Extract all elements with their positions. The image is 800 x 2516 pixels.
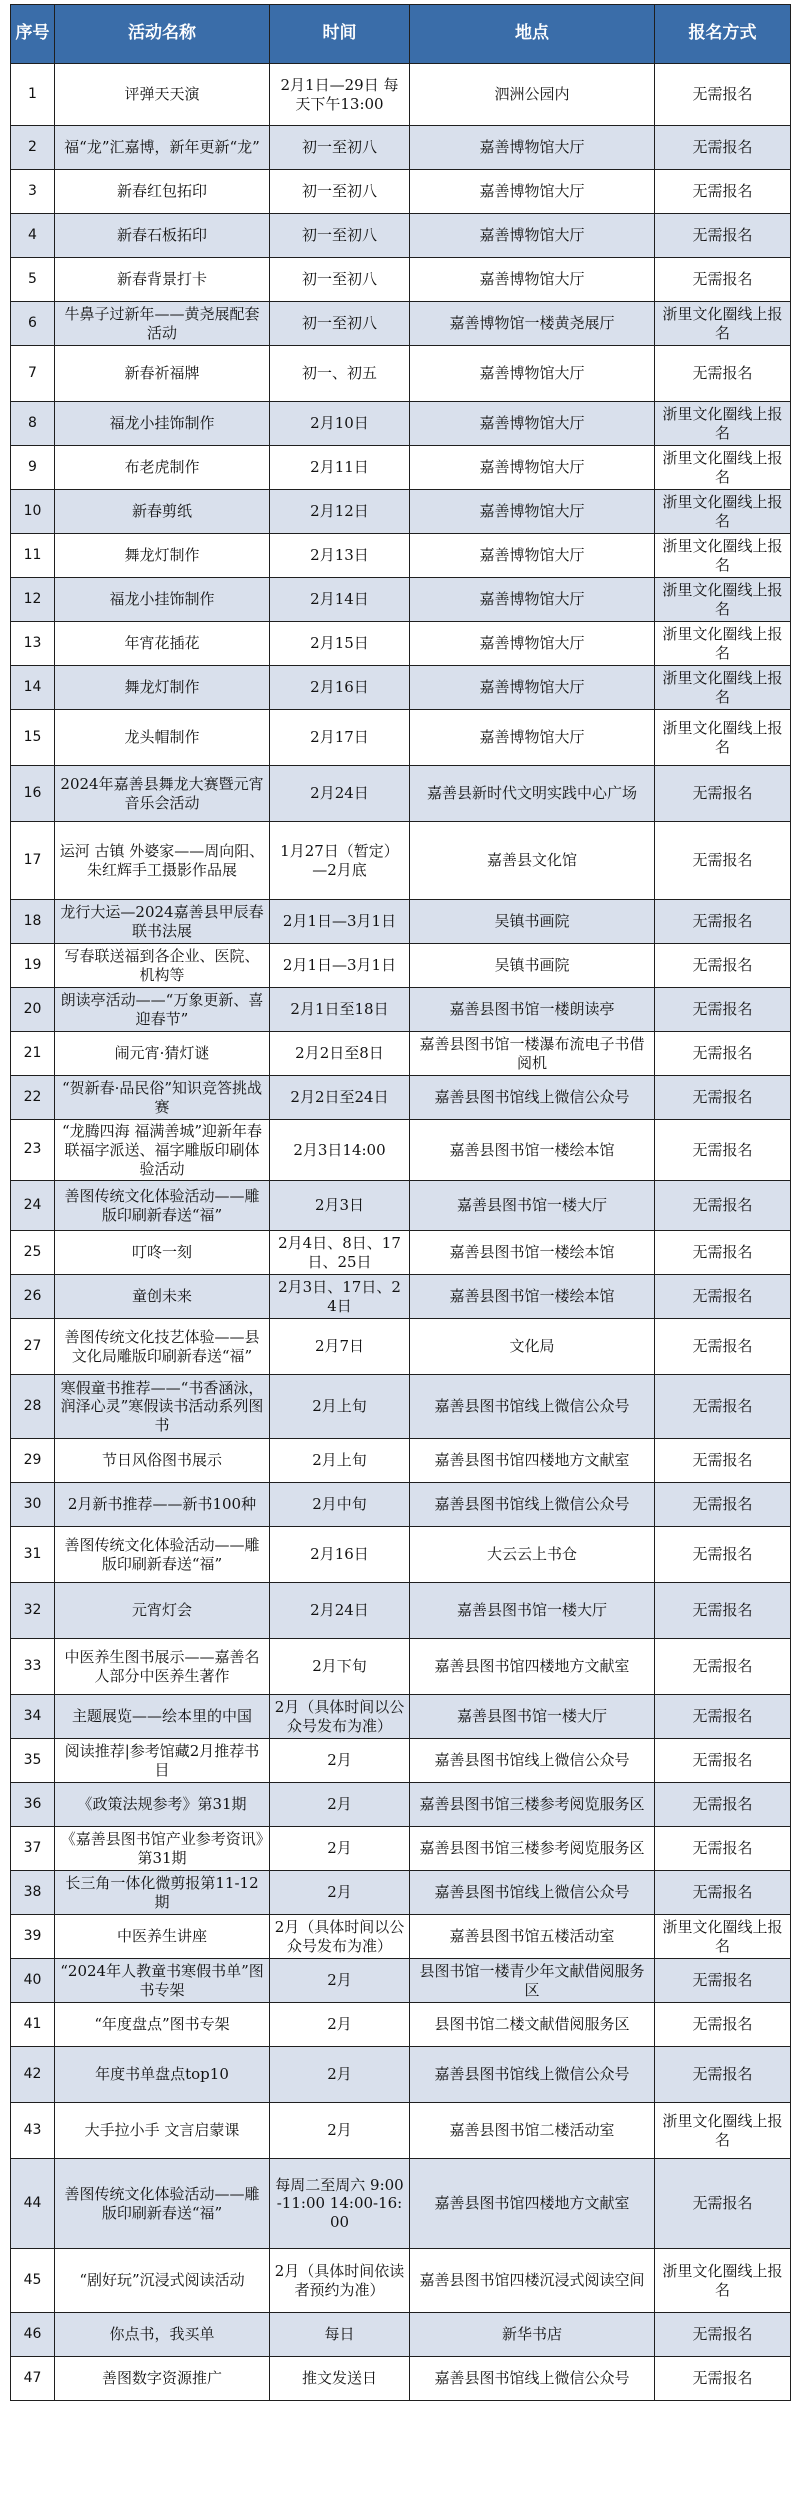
signup-method: 无需报名 [655, 346, 791, 402]
activity-name: 你点书，我买单 [55, 2313, 270, 2357]
signup-method: 无需报名 [655, 1120, 791, 1181]
activity-place: 嘉善县图书馆线上微信公众号 [410, 1375, 655, 1439]
row-number: 24 [11, 1181, 55, 1231]
signup-method: 浙里文化圈线上报名 [655, 2103, 791, 2159]
activity-time: 2月上旬 [270, 1439, 410, 1483]
activity-place: 嘉善博物馆大厅 [410, 346, 655, 402]
activity-name: 善图数字资源推广 [55, 2357, 270, 2401]
activity-time: 2月16日 [270, 1527, 410, 1583]
activity-place: 嘉善县图书馆一楼瀑布流电子书借阅机 [410, 1032, 655, 1076]
table-row [11, 258, 791, 302]
activity-place: 嘉善县图书馆线上微信公众号 [410, 1076, 655, 1120]
row-number: 40 [11, 1959, 55, 2003]
row-number: 41 [11, 2003, 55, 2047]
activity-place: 嘉善县图书馆四楼地方文献室 [410, 2159, 655, 2249]
activity-place: 嘉善县新时代文明实践中心广场 [410, 766, 655, 822]
signup-method: 无需报名 [655, 944, 791, 988]
activity-time: 初一至初八 [270, 126, 410, 170]
header-time: 时间 [270, 5, 410, 64]
activity-place: 嘉善县图书馆四楼地方文献室 [410, 1639, 655, 1695]
activity-place: 嘉善博物馆大厅 [410, 258, 655, 302]
table-row [11, 622, 791, 666]
signup-method: 无需报名 [655, 1783, 791, 1827]
signup-method: 无需报名 [655, 1639, 791, 1695]
activity-name: 善图传统文化技艺体验——县文化局雕版印刷新春送“福” [55, 1319, 270, 1375]
activity-place: 新华书店 [410, 2313, 655, 2357]
activity-name: 《嘉善县图书馆产业参考资讯》第31期 [55, 1827, 270, 1871]
activity-place: 嘉善县文化馆 [410, 822, 655, 900]
signup-method: 无需报名 [655, 1181, 791, 1231]
signup-method: 无需报名 [655, 1583, 791, 1639]
row-number: 5 [11, 258, 55, 302]
signup-method: 无需报名 [655, 1032, 791, 1076]
activity-name: 新春剪纸 [55, 490, 270, 534]
row-number: 7 [11, 346, 55, 402]
signup-method: 无需报名 [655, 822, 791, 900]
activity-place: 嘉善博物馆大厅 [410, 126, 655, 170]
signup-method: 浙里文化圈线上报名 [655, 534, 791, 578]
row-number: 33 [11, 1639, 55, 1695]
activity-place: 嘉善县图书馆一楼绘本馆 [410, 1231, 655, 1275]
activity-place: 嘉善县图书馆四楼地方文献室 [410, 1439, 655, 1483]
activity-name: “剧好玩”沉浸式阅读活动 [55, 2249, 270, 2313]
table-row [11, 988, 791, 1032]
activity-time: 2月上旬 [270, 1375, 410, 1439]
row-number: 26 [11, 1275, 55, 1319]
table-row [11, 2313, 791, 2357]
table-row [11, 710, 791, 766]
signup-method: 无需报名 [655, 1439, 791, 1483]
activity-time: 2月 [270, 1739, 410, 1783]
table-row [11, 2249, 791, 2313]
table-row [11, 1827, 791, 1871]
table-row [11, 490, 791, 534]
row-number: 45 [11, 2249, 55, 2313]
activity-name: 龙行大运—2024嘉善县甲辰春联书法展 [55, 900, 270, 944]
activity-time: 2月 [270, 1827, 410, 1871]
row-number: 12 [11, 578, 55, 622]
activity-place: 县图书馆一楼青少年文献借阅服务区 [410, 1959, 655, 2003]
table-row [11, 822, 791, 900]
signup-method: 无需报名 [655, 2047, 791, 2103]
row-number: 42 [11, 2047, 55, 2103]
activity-time: 初一、初五 [270, 346, 410, 402]
signup-method: 无需报名 [655, 126, 791, 170]
signup-method: 无需报名 [655, 2003, 791, 2047]
activity-place: 嘉善县图书馆一楼大厅 [410, 1181, 655, 1231]
activity-time: 1月27日（暂定）—2月底 [270, 822, 410, 900]
signup-method: 浙里文化圈线上报名 [655, 666, 791, 710]
activity-name: 写春联送福到各企业、医院、机构等 [55, 944, 270, 988]
activity-name: 新春背景打卡 [55, 258, 270, 302]
row-number: 11 [11, 534, 55, 578]
activity-name: 叮咚一刻 [55, 1231, 270, 1275]
row-number: 8 [11, 402, 55, 446]
signup-method: 无需报名 [655, 1959, 791, 2003]
row-number: 19 [11, 944, 55, 988]
table-row [11, 346, 791, 402]
table-row [11, 1076, 791, 1120]
activity-place: 嘉善县图书馆线上微信公众号 [410, 1483, 655, 1527]
table-row [11, 578, 791, 622]
activity-time: 2月（具体时间依读者预约为准） [270, 2249, 410, 2313]
events-table [10, 4, 791, 2401]
row-number: 21 [11, 1032, 55, 1076]
activity-time: 2月 [270, 2003, 410, 2047]
activity-time: 2月13日 [270, 534, 410, 578]
signup-method: 无需报名 [655, 988, 791, 1032]
activity-place: 嘉善县图书馆一楼朗读亭 [410, 988, 655, 1032]
activity-name: 牛鼻子过新年——黄尧展配套活动 [55, 302, 270, 346]
activity-place: 嘉善县图书馆一楼大厅 [410, 1695, 655, 1739]
row-number: 36 [11, 1783, 55, 1827]
activity-name: 评弹天天演 [55, 64, 270, 126]
activity-place: 嘉善博物馆大厅 [410, 534, 655, 578]
header-row [11, 5, 791, 64]
activity-time: 2月2日至8日 [270, 1032, 410, 1076]
activity-time: 2月 [270, 2047, 410, 2103]
signup-method: 无需报名 [655, 64, 791, 126]
signup-method: 无需报名 [655, 2313, 791, 2357]
activity-time: 2月中旬 [270, 1483, 410, 1527]
activity-time: 2月14日 [270, 578, 410, 622]
activity-place: 文化局 [410, 1319, 655, 1375]
activity-name: 朗读亭活动——“万象更新、喜迎春节” [55, 988, 270, 1032]
activity-name: 中医养生图书展示——嘉善名人部分中医养生著作 [55, 1639, 270, 1695]
row-number: 32 [11, 1583, 55, 1639]
activity-name: “贺新春·品民俗”知识竞答挑战赛 [55, 1076, 270, 1120]
activity-name: 龙头帽制作 [55, 710, 270, 766]
activity-name: 《政策法规参考》第31期 [55, 1783, 270, 1827]
table-row [11, 2159, 791, 2249]
activity-name: 年度书单盘点top10 [55, 2047, 270, 2103]
signup-method: 浙里文化圈线上报名 [655, 402, 791, 446]
activity-time: 2月15日 [270, 622, 410, 666]
table-row [11, 1639, 791, 1695]
activity-time: 2月2日至24日 [270, 1076, 410, 1120]
header-place: 地点 [410, 5, 655, 64]
activity-place: 嘉善县图书馆一楼大厅 [410, 1583, 655, 1639]
activity-name: 长三角一体化微剪报第11-12期 [55, 1871, 270, 1915]
activity-name: 童创未来 [55, 1275, 270, 1319]
signup-method: 浙里文化圈线上报名 [655, 302, 791, 346]
activity-time: 2月24日 [270, 1583, 410, 1639]
activity-place: 嘉善县图书馆线上微信公众号 [410, 1871, 655, 1915]
row-number: 9 [11, 446, 55, 490]
row-number: 6 [11, 302, 55, 346]
activity-name: 主题展览——绘本里的中国 [55, 1695, 270, 1739]
row-number: 2 [11, 126, 55, 170]
activity-name: 福“龙”汇嘉博，新年更新“龙” [55, 126, 270, 170]
activity-name: 福龙小挂饰制作 [55, 578, 270, 622]
table-row [11, 1120, 791, 1181]
activity-time: 初一至初八 [270, 302, 410, 346]
activity-time: 2月1日—29日 每天下午13:00 [270, 64, 410, 126]
row-number: 44 [11, 2159, 55, 2249]
activity-name: 新春红包拓印 [55, 170, 270, 214]
header-signup: 报名方式 [655, 5, 791, 64]
row-number: 37 [11, 1827, 55, 1871]
activity-place: 嘉善县图书馆三楼参考阅览服务区 [410, 1827, 655, 1871]
row-number: 17 [11, 822, 55, 900]
activity-name: 新春祈福牌 [55, 346, 270, 402]
activity-name: 善图传统文化体验活动——雕版印刷新春送“福” [55, 1527, 270, 1583]
table-row [11, 944, 791, 988]
activity-place: 嘉善博物馆大厅 [410, 490, 655, 534]
activity-time: 2月 [270, 1871, 410, 1915]
activity-place: 嘉善博物馆大厅 [410, 578, 655, 622]
row-number: 27 [11, 1319, 55, 1375]
row-number: 25 [11, 1231, 55, 1275]
activity-name: 年宵花插花 [55, 622, 270, 666]
activity-time: 2月16日 [270, 666, 410, 710]
table-row [11, 1181, 791, 1231]
table-row [11, 766, 791, 822]
signup-method: 无需报名 [655, 1231, 791, 1275]
row-number: 43 [11, 2103, 55, 2159]
activity-time: 2月24日 [270, 766, 410, 822]
activity-time: 初一至初八 [270, 214, 410, 258]
activity-place: 嘉善县图书馆四楼沉浸式阅读空间 [410, 2249, 655, 2313]
activity-name: 福龙小挂饰制作 [55, 402, 270, 446]
activity-time: 2月11日 [270, 446, 410, 490]
table-row [11, 170, 791, 214]
table-row [11, 1483, 791, 1527]
activity-place: 县图书馆二楼文献借阅服务区 [410, 2003, 655, 2047]
activity-name: 大手拉小手 文言启蒙课 [55, 2103, 270, 2159]
activity-time: 每周二至周六 9:00-11:00 14:00-16:00 [270, 2159, 410, 2249]
signup-method: 无需报名 [655, 1375, 791, 1439]
signup-method: 无需报名 [655, 1076, 791, 1120]
table-row [11, 126, 791, 170]
row-number: 18 [11, 900, 55, 944]
row-number: 31 [11, 1527, 55, 1583]
activity-place: 嘉善博物馆大厅 [410, 402, 655, 446]
activity-place: 吴镇书画院 [410, 900, 655, 944]
activity-time: 2月 [270, 1783, 410, 1827]
activity-name: 中医养生讲座 [55, 1915, 270, 1959]
signup-method: 无需报名 [655, 1871, 791, 1915]
signup-method: 无需报名 [655, 1827, 791, 1871]
row-number: 4 [11, 214, 55, 258]
header-name: 活动名称 [55, 5, 270, 64]
activity-place: 嘉善博物馆大厅 [410, 170, 655, 214]
activity-time: 2月10日 [270, 402, 410, 446]
row-number: 15 [11, 710, 55, 766]
table-row [11, 446, 791, 490]
activity-name: 闹元宵·猜灯谜 [55, 1032, 270, 1076]
activity-place: 嘉善博物馆大厅 [410, 622, 655, 666]
signup-method: 浙里文化圈线上报名 [655, 578, 791, 622]
signup-method: 浙里文化圈线上报名 [655, 622, 791, 666]
signup-method: 浙里文化圈线上报名 [655, 446, 791, 490]
table-row [11, 2047, 791, 2103]
row-number: 3 [11, 170, 55, 214]
activity-time: 2月1日至18日 [270, 988, 410, 1032]
row-number: 47 [11, 2357, 55, 2401]
activity-time: 2月 [270, 1959, 410, 2003]
activity-time: 推文发送日 [270, 2357, 410, 2401]
activity-name: 元宵灯会 [55, 1583, 270, 1639]
activity-name: 善图传统文化体验活动——雕版印刷新春送“福” [55, 1181, 270, 1231]
signup-method: 无需报名 [655, 766, 791, 822]
signup-method: 浙里文化圈线上报名 [655, 710, 791, 766]
activity-place: 大云云上书仓 [410, 1527, 655, 1583]
table-row [11, 1783, 791, 1827]
activity-place: 嘉善博物馆大厅 [410, 710, 655, 766]
table-row [11, 302, 791, 346]
table-row [11, 1527, 791, 1583]
table-row [11, 666, 791, 710]
table-row [11, 1583, 791, 1639]
activity-name: 布老虎制作 [55, 446, 270, 490]
table-row [11, 1439, 791, 1483]
row-number: 16 [11, 766, 55, 822]
row-number: 1 [11, 64, 55, 126]
activity-time: 2月3日、17日、24日 [270, 1275, 410, 1319]
signup-method: 无需报名 [655, 900, 791, 944]
row-number: 29 [11, 1439, 55, 1483]
activity-place: 嘉善博物馆大厅 [410, 666, 655, 710]
activity-place: 嘉善县图书馆一楼绘本馆 [410, 1275, 655, 1319]
activity-time: 初一至初八 [270, 170, 410, 214]
activity-name: 运河 古镇 外婆家——周向阳、朱红辉手工摄影作品展 [55, 822, 270, 900]
table-row [11, 2003, 791, 2047]
table-row [11, 1319, 791, 1375]
signup-method: 无需报名 [655, 1527, 791, 1583]
signup-method: 无需报名 [655, 170, 791, 214]
activity-place: 嘉善县图书馆线上微信公众号 [410, 2047, 655, 2103]
activity-name: 2024年嘉善县舞龙大赛暨元宵音乐会活动 [55, 766, 270, 822]
activity-place: 嘉善县图书馆一楼绘本馆 [410, 1120, 655, 1181]
row-number: 20 [11, 988, 55, 1032]
activity-place: 嘉善县图书馆五楼活动室 [410, 1915, 655, 1959]
row-number: 13 [11, 622, 55, 666]
signup-method: 无需报名 [655, 2357, 791, 2401]
activity-time: 2月1日—3月1日 [270, 944, 410, 988]
signup-method: 无需报名 [655, 1275, 791, 1319]
activity-time: 初一至初八 [270, 258, 410, 302]
activity-name: 阅读推荐|参考馆藏2月推荐书目 [55, 1739, 270, 1783]
activity-time: 2月4日、8日、17日、25日 [270, 1231, 410, 1275]
table-row [11, 1275, 791, 1319]
table-row [11, 1375, 791, 1439]
row-number: 34 [11, 1695, 55, 1739]
signup-method: 浙里文化圈线上报名 [655, 1915, 791, 1959]
table-row [11, 64, 791, 126]
activity-name: 2月新书推荐——新书100种 [55, 1483, 270, 1527]
table-row [11, 1871, 791, 1915]
signup-method: 无需报名 [655, 1483, 791, 1527]
activity-place: 嘉善县图书馆线上微信公众号 [410, 1739, 655, 1783]
signup-method: 无需报名 [655, 1695, 791, 1739]
signup-method: 浙里文化圈线上报名 [655, 2249, 791, 2313]
activity-time: 2月3日14:00 [270, 1120, 410, 1181]
signup-method: 无需报名 [655, 2159, 791, 2249]
row-number: 22 [11, 1076, 55, 1120]
activity-place: 嘉善县图书馆三楼参考阅览服务区 [410, 1783, 655, 1827]
table-row [11, 1695, 791, 1739]
activity-name: “龙腾四海 福满善城”迎新年春联福字派送、福字雕版印刷体验活动 [55, 1120, 270, 1181]
signup-method: 无需报名 [655, 1739, 791, 1783]
activity-place: 嘉善县图书馆线上微信公众号 [410, 2357, 655, 2401]
activity-place: 泗洲公园内 [410, 64, 655, 126]
table-row [11, 214, 791, 258]
activity-name: 舞龙灯制作 [55, 534, 270, 578]
signup-method: 无需报名 [655, 214, 791, 258]
row-number: 30 [11, 1483, 55, 1527]
activity-time: 2月12日 [270, 490, 410, 534]
activity-place: 嘉善博物馆大厅 [410, 446, 655, 490]
signup-method: 浙里文化圈线上报名 [655, 490, 791, 534]
signup-method: 无需报名 [655, 258, 791, 302]
table-row [11, 534, 791, 578]
activity-time: 2月（具体时间以公众号发布为准） [270, 1915, 410, 1959]
activity-name: 新春石板拓印 [55, 214, 270, 258]
table-row [11, 1032, 791, 1076]
table-row [11, 1739, 791, 1783]
activity-place: 嘉善博物馆大厅 [410, 214, 655, 258]
activity-time: 每日 [270, 2313, 410, 2357]
activity-place: 嘉善县图书馆二楼活动室 [410, 2103, 655, 2159]
activity-name: 善图传统文化体验活动——雕版印刷新春送“福” [55, 2159, 270, 2249]
activity-time: 2月17日 [270, 710, 410, 766]
table-row [11, 900, 791, 944]
row-number: 14 [11, 666, 55, 710]
activity-time: 2月3日 [270, 1181, 410, 1231]
row-number: 23 [11, 1120, 55, 1181]
table-row [11, 1915, 791, 1959]
activity-place: 嘉善博物馆一楼黄尧展厅 [410, 302, 655, 346]
activity-time: 2月下旬 [270, 1639, 410, 1695]
activity-time: 2月（具体时间以公众号发布为准） [270, 1695, 410, 1739]
activity-name: 节日风俗图书展示 [55, 1439, 270, 1483]
header-no: 序号 [11, 5, 55, 64]
table-row [11, 1231, 791, 1275]
activity-name: “2024年人教童书寒假书单”图书专架 [55, 1959, 270, 2003]
activity-name: “年度盘点”图书专架 [55, 2003, 270, 2047]
table-row [11, 2357, 791, 2401]
activity-time: 2月1日—3月1日 [270, 900, 410, 944]
signup-method: 无需报名 [655, 1319, 791, 1375]
table-row [11, 1959, 791, 2003]
activity-name: 寒假童书推荐——“书香涵泳，润泽心灵”寒假读书活动系列图书 [55, 1375, 270, 1439]
table-row [11, 402, 791, 446]
row-number: 28 [11, 1375, 55, 1439]
row-number: 38 [11, 1871, 55, 1915]
row-number: 35 [11, 1739, 55, 1783]
activity-time: 2月 [270, 2103, 410, 2159]
row-number: 39 [11, 1915, 55, 1959]
table-row [11, 2103, 791, 2159]
events-body [11, 64, 791, 2401]
activity-name: 舞龙灯制作 [55, 666, 270, 710]
row-number: 10 [11, 490, 55, 534]
activity-time: 2月7日 [270, 1319, 410, 1375]
row-number: 46 [11, 2313, 55, 2357]
activity-place: 吴镇书画院 [410, 944, 655, 988]
